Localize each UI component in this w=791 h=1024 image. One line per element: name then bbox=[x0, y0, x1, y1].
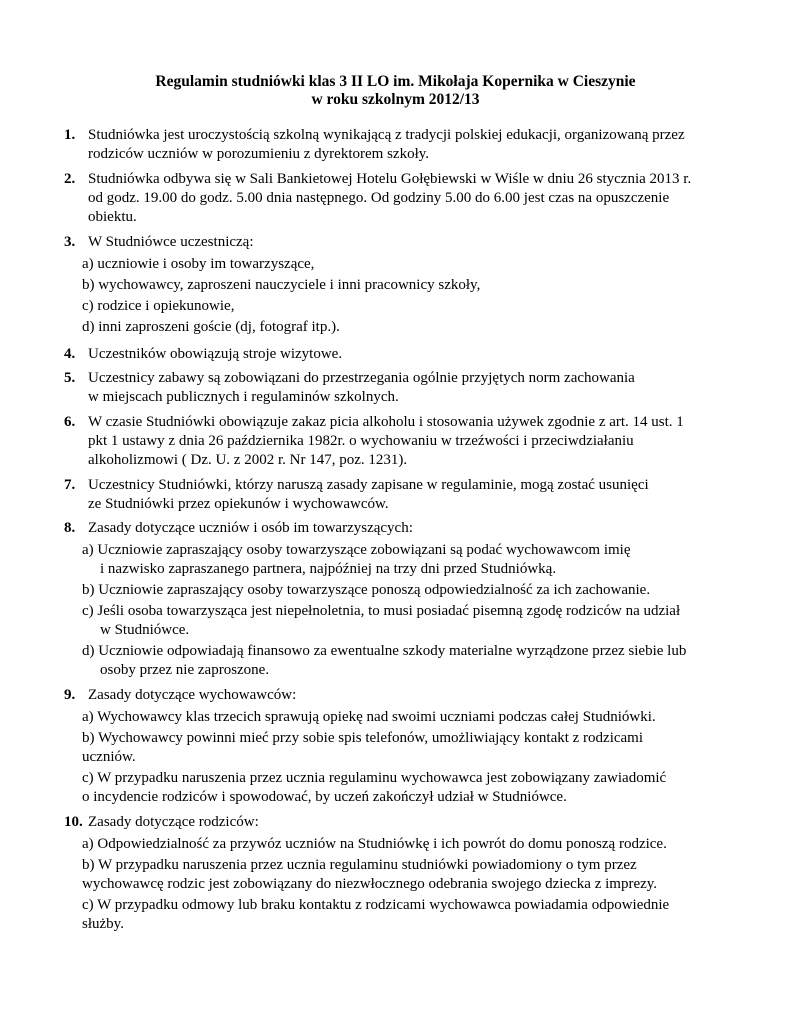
subitem-text: a) Wychowawcy klas trzecich sprawują opiekę nad swoimi uczniami podczas całej Studniówki. bbox=[82, 709, 656, 725]
item-text: Zasady dotyczące uczniów i osób im towarzyszących: bbox=[88, 520, 413, 536]
item-text: od godz. 19.00 do godz. 5.00 dnia następnego. Od godziny 5.00 do 6.00 jest czas na opuszczenie bbox=[88, 190, 670, 206]
item-number: 3. bbox=[64, 234, 76, 250]
subitem-text: c) W przypadku odmowy lub braku kontaktu z rodzicami wychowawca powiadamia odpowiednie bbox=[82, 897, 670, 913]
subitem-text: wychowawcę rodzic jest zobowiązany do niezwłocznego odebrania swojego dziecka z imprezy. bbox=[82, 876, 658, 892]
item-text: ze Studniówki przez opiekunów i wychowawców. bbox=[88, 496, 389, 512]
item-text: alkoholizmowi ( Dz. U. z 2002 r. Nr 147, poz. 1231). bbox=[88, 452, 408, 468]
item-text: Studniówka odbywa się w Sali Bankietowej Hotelu Gołębiewski w Wiśle w dniu 26 stycznia 2013 r. bbox=[88, 171, 692, 187]
item-number: 10. bbox=[64, 814, 83, 830]
item-text: Uczestnicy Studniówki, którzy naruszą zasady zapisane w regulaminie, mogą zostać usunięci bbox=[88, 477, 649, 493]
item-text: W czasie Studniówki obowiązuje zakaz picia alkoholu i stosowania używek zgodnie z art. 14 ust. 1 bbox=[88, 414, 684, 430]
subitem-text: b) W przypadku naruszenia przez ucznia regulaminu studniówki powiadomiony o tym przez bbox=[82, 857, 637, 873]
subitem-text: służby. bbox=[82, 916, 124, 932]
subitem-text: d) Uczniowie odpowiadają finansowo za ewentualne szkody materialne wyrządzone przez siebie lub bbox=[82, 643, 687, 659]
title-line-2: w roku szkolnym 2012/13 bbox=[311, 91, 480, 108]
subitem-text: c) rodzice i opiekunowie, bbox=[82, 298, 235, 314]
subitem-text: uczniów. bbox=[82, 749, 136, 765]
item-number: 8. bbox=[64, 520, 76, 536]
item-text: Uczestnicy zabawy są zobowiązani do przestrzegania ogólnie przyjętych norm zachowania bbox=[88, 370, 635, 386]
subitem-text: o incydencie rodziców i spowodować, by uczeń zakończył udział w Studniówce. bbox=[82, 789, 567, 805]
subitem-text: i nazwisko zapraszanego partnera, najpóźniej na trzy dni przed Studniówką. bbox=[100, 561, 557, 577]
item-text: Zasady dotyczące rodziców: bbox=[88, 814, 259, 830]
subitem-text: d) inni zaproszeni goście (dj, fotograf itp.). bbox=[82, 319, 340, 335]
item-text: obiektu. bbox=[88, 209, 137, 225]
item-number: 5. bbox=[64, 370, 76, 386]
subitem-text: a) uczniowie i osoby im towarzyszące, bbox=[82, 256, 315, 272]
subitem-text: b) Uczniowie zapraszający osoby towarzyszące ponoszą odpowiedzialność za ich zachowanie. bbox=[82, 582, 651, 598]
item-text: Studniówka jest uroczystością szkolną wynikającą z tradycji polskiej edukacji, organizowaną przez bbox=[88, 127, 685, 143]
subitem-text: a) Odpowiedzialność za przywóz uczniów na Studniówkę i ich powrót do domu ponoszą rodzice. bbox=[82, 836, 667, 852]
subitem-text: c) Jeśli osoba towarzysząca jest niepełnoletnia, to musi posiadać pisemną zgodę rodziców na udział bbox=[82, 603, 681, 619]
subitem-text: b) wychowawcy, zaproszeni nauczyciele i inni pracownicy szkoły, bbox=[82, 277, 481, 293]
item-number: 2. bbox=[64, 171, 76, 187]
subitem-text: a) Uczniowie zapraszający osoby towarzyszące zobowiązani są podać wychowawcom imię bbox=[82, 542, 631, 558]
item-text: Uczestników obowiązują stroje wizytowe. bbox=[88, 346, 343, 362]
item-text: w miejscach publicznych i regulaminów szkolnych. bbox=[88, 389, 399, 405]
item-text: pkt 1 ustawy z dnia 26 października 1982r. o wychowaniu w trzeźwości i przeciwdziałaniu bbox=[88, 433, 634, 449]
item-number: 4. bbox=[64, 346, 76, 362]
item-number: 7. bbox=[64, 477, 76, 493]
item-text: W Studniówce uczestniczą: bbox=[88, 234, 254, 250]
item-number: 6. bbox=[64, 414, 76, 430]
subitem-text: osoby przez nie zaproszone. bbox=[100, 662, 270, 678]
item-text: Zasady dotyczące wychowawców: bbox=[88, 687, 297, 703]
item-text: rodziców uczniów w porozumieniu z dyrektorem szkoły. bbox=[88, 146, 430, 162]
subitem-text: c) W przypadku naruszenia przez ucznia regulaminu wychowawca jest zobowiązany zawiadomić bbox=[82, 770, 667, 786]
item-number: 9. bbox=[64, 687, 76, 703]
subitem-text: w Studniówce. bbox=[100, 622, 190, 638]
subitem-text: b) Wychowawcy powinni mieć przy sobie spis telefonów, umożliwiający kontakt z rodzicami bbox=[82, 730, 644, 746]
document-title bbox=[0, 73, 791, 109]
item-number: 1. bbox=[64, 127, 76, 143]
title-line-1: Regulamin studniówki klas 3 II LO im. Mikołaja Kopernika w Cieszynie bbox=[155, 73, 636, 90]
